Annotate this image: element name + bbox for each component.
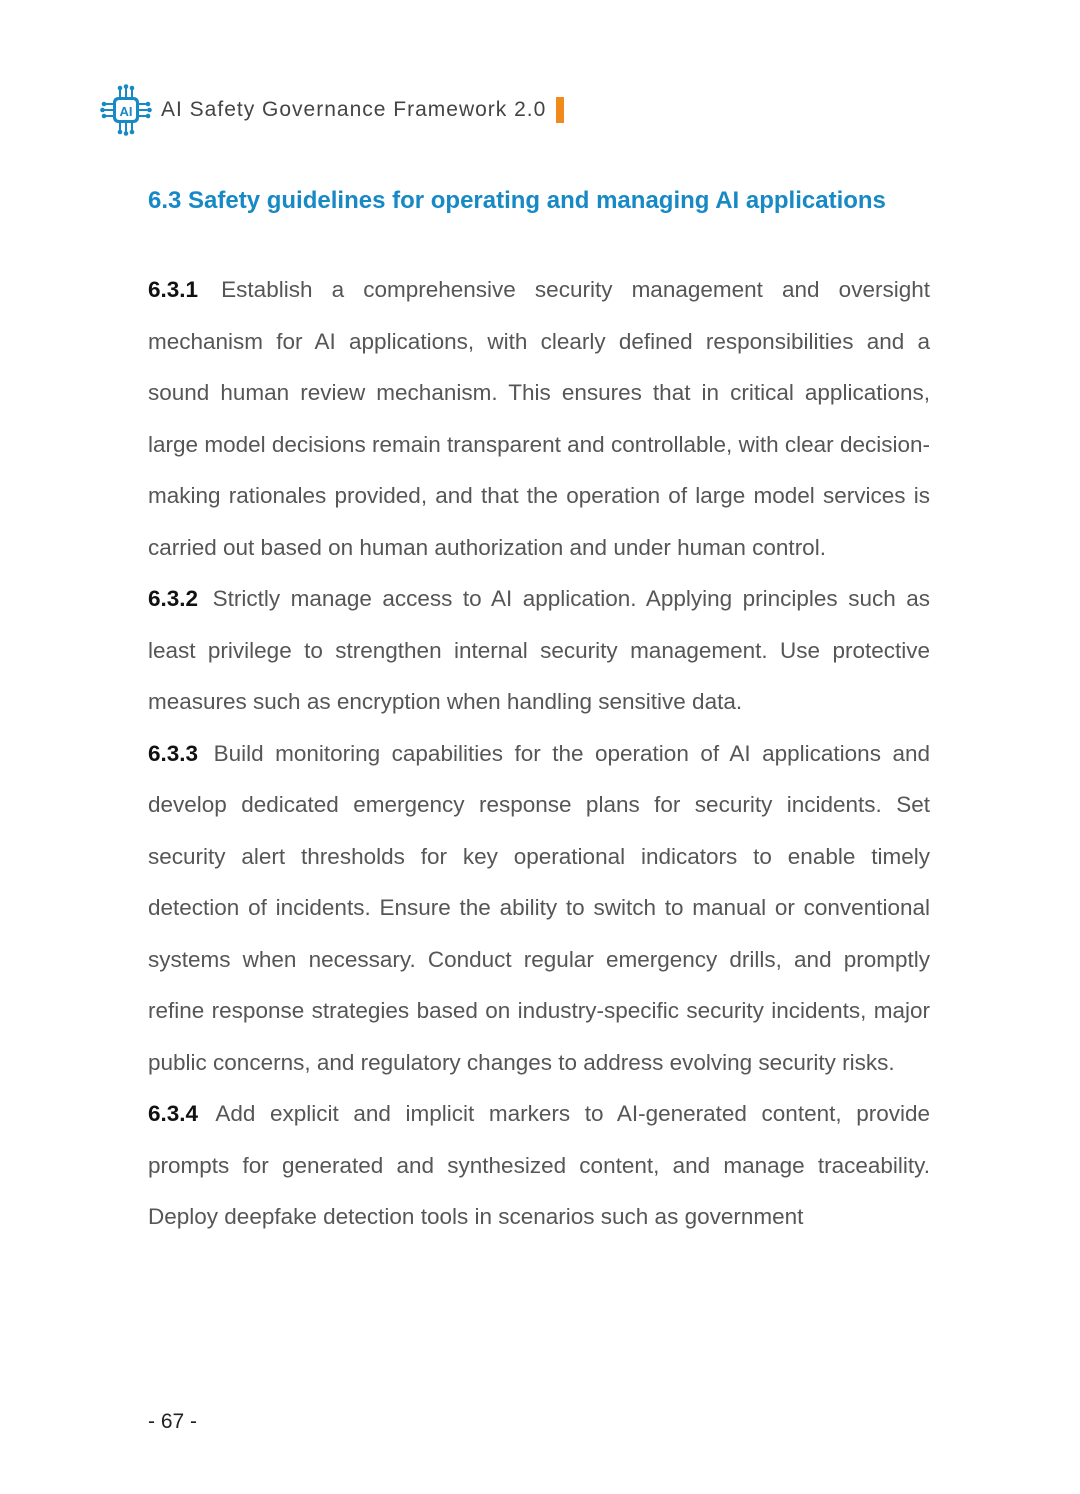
paragraph-6-3-3 bbox=[148, 728, 930, 1089]
paragraph-6-3-4 bbox=[148, 1088, 930, 1243]
logo-text: AI bbox=[119, 104, 133, 119]
section-heading: 6.3 Safety guidelines for operating and managing AI applications bbox=[148, 187, 886, 214]
paragraph-text: Add explicit and implicit markers to AI-generated content, provide prompts for generated and synthesized content, and manage traceability. Deploy deepfake detection tools in scenarios such as government bbox=[148, 1101, 930, 1229]
document-title: AI Safety Governance Framework 2.0 bbox=[161, 98, 547, 121]
ai-chip-logo-icon bbox=[100, 84, 152, 136]
paragraph-text: Establish a comprehensive security management and oversight mechanism for AI applications, with clearly defined responsibilities and a sound human review mechanism. This ensures that in critical applications, large model decisions remain transparent and controllable, with clear decision-making rationales provided, and that the operation of large model services is carried out based on human authorization and under human control. bbox=[148, 277, 930, 560]
body-content bbox=[148, 264, 930, 1243]
header-accent-bar bbox=[556, 97, 564, 123]
clause-number: 6.3.4 bbox=[148, 1101, 199, 1126]
paragraph-6-3-2 bbox=[148, 573, 930, 728]
clause-number: 6.3.2 bbox=[148, 586, 199, 611]
paragraph-6-3-1 bbox=[148, 264, 930, 573]
paragraph-text: Build monitoring capabilities for the operation of AI applications and develop dedicated emergency response plans for security incidents. Set security alert thresholds for key operational indicators to enable timely detection of incidents. Ensure the ability to switch to manual or conventional systems when necessary. Conduct regular emergency drills, and promptly refine response strategies based on industry-specific security incidents, major public concerns, and regulatory changes to address evolving security risks. bbox=[148, 740, 930, 1075]
page-number: - 67 - bbox=[148, 1410, 198, 1433]
paragraph-text: Strictly manage access to AI application. Applying principles such as least privilege to strengthen internal security management. Use protective measures such as encryption when handling sensitive data. bbox=[148, 586, 930, 714]
clause-number: 6.3.3 bbox=[148, 740, 199, 766]
clause-number: 6.3.1 bbox=[148, 277, 199, 302]
document-header bbox=[100, 84, 564, 136]
